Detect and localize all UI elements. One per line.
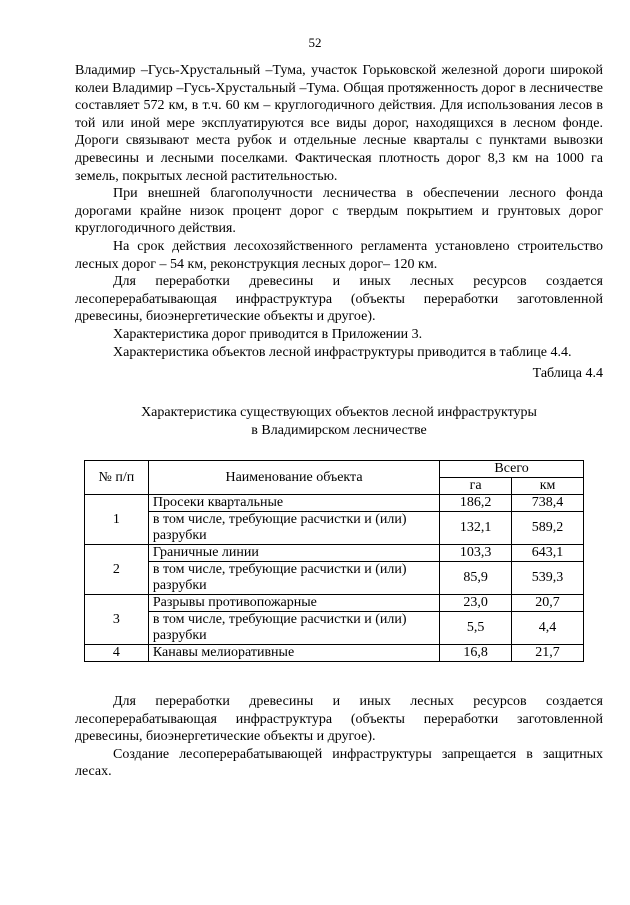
value-ha: 85,9: [440, 562, 512, 595]
table-row: [85, 612, 584, 645]
object-name: Канавы мелиоративные: [148, 645, 439, 662]
paragraph: Характеристика объектов лесной инфраструктуры приводится в таблице 4.4.: [113, 344, 572, 360]
object-name: в том числе, требующие расчистки и (или) разрубки: [148, 562, 439, 595]
value-ha: 16,8: [440, 645, 512, 662]
header-num: № п/п: [85, 461, 149, 495]
value-km: 539,3: [512, 562, 584, 595]
header-ha: га: [440, 478, 512, 495]
row-number: 2: [85, 545, 149, 595]
value-ha: 103,3: [440, 545, 512, 562]
value-km: 4,4: [512, 612, 584, 645]
value-ha: 186,2: [440, 495, 512, 512]
paragraph: На срок действия лесохозяйственного регламента установлено строительство лесных дорог – 54 км, реконструкция лесных дорог– 120 км.: [75, 238, 603, 272]
header-name: Наименование объекта: [148, 461, 439, 495]
table-row: [85, 495, 584, 512]
table-title-line1: Характеристика существующих объектов лесной инфраструктуры: [141, 405, 537, 420]
object-name: Граничные линии: [148, 545, 439, 562]
object-name: в том числе, требующие расчистки и (или) разрубки: [148, 612, 439, 645]
paragraph: Владимир –Гусь-Хрустальный –Тума, участок Горьковской железной дороги широкой колеи Владимир –Гусь-Хрустальный –Тума. Общая протяженность дорог в лесничестве составляет 572 км, в т.ч. 60 км – круглогодичного действия. Для использования лесов в той или иной мере эксплуатируются все виды дорог, находящихся в лесном фонде. Дороги связывают места рубок и отдельные лесные кварталы с пунктами вывозки древесины и лесными поселками. Фактическая плотность дорог 8,3 км на 1000 га земель, покрытых лесной растительностью.: [75, 63, 603, 184]
table-row: [85, 645, 584, 662]
body-text-bottom: [75, 693, 603, 781]
row-number: 3: [85, 595, 149, 645]
table-row: [85, 545, 584, 562]
row-number: 4: [85, 645, 149, 662]
header-total: Всего: [440, 461, 584, 478]
value-km: 643,1: [512, 545, 584, 562]
value-km: 20,7: [512, 595, 584, 612]
table-row: [85, 562, 584, 595]
value-km: 738,4: [512, 495, 584, 512]
table-title-line2: в Владимирском лесничестве: [251, 422, 427, 438]
value-km: 589,2: [512, 512, 584, 545]
table-row: [85, 595, 584, 612]
paragraph: При внешней благополучности лесничества в обеспечении лесного фонда дорогами крайне низок процент дорог с твердым покрытием и грунтовых дорог круглогодичного действия.: [75, 186, 603, 237]
page-number: 52: [308, 35, 322, 50]
paragraph: Создание лесоперерабатывающей инфраструктуры запрещается в защитных лесах.: [75, 746, 603, 780]
table-title: [75, 404, 603, 439]
object-name: Просеки квартальные: [148, 495, 439, 512]
paragraph: Для переработки древесины и иных лесных ресурсов создается лесоперерабатывающая инфраструктура (объекты переработки заготовленной древесины, биоэнергетические объекты и другое).: [75, 694, 603, 745]
value-ha: 5,5: [440, 612, 512, 645]
value-ha: 23,0: [440, 595, 512, 612]
paragraph: Характеристика дорог приводится в Приложении 3.: [113, 326, 423, 342]
value-km: 21,7: [512, 645, 584, 662]
value-ha: 132,1: [440, 512, 512, 545]
table-label: Таблица 4.4: [532, 366, 603, 382]
header-km: км: [512, 478, 584, 495]
object-name: Разрывы противопожарные: [148, 595, 439, 612]
object-name: в том числе, требующие расчистки и (или) разрубки: [148, 512, 439, 545]
row-number: 1: [85, 495, 149, 545]
table-row: [85, 512, 584, 545]
paragraph: Для переработки древесины и иных лесных ресурсов создается лесоперерабатывающая инфраструктура (объекты переработки заготовленной древесины, биоэнергетические объекты и другое).: [75, 274, 603, 325]
infrastructure-table: [84, 460, 584, 662]
body-text-top: [75, 62, 603, 383]
